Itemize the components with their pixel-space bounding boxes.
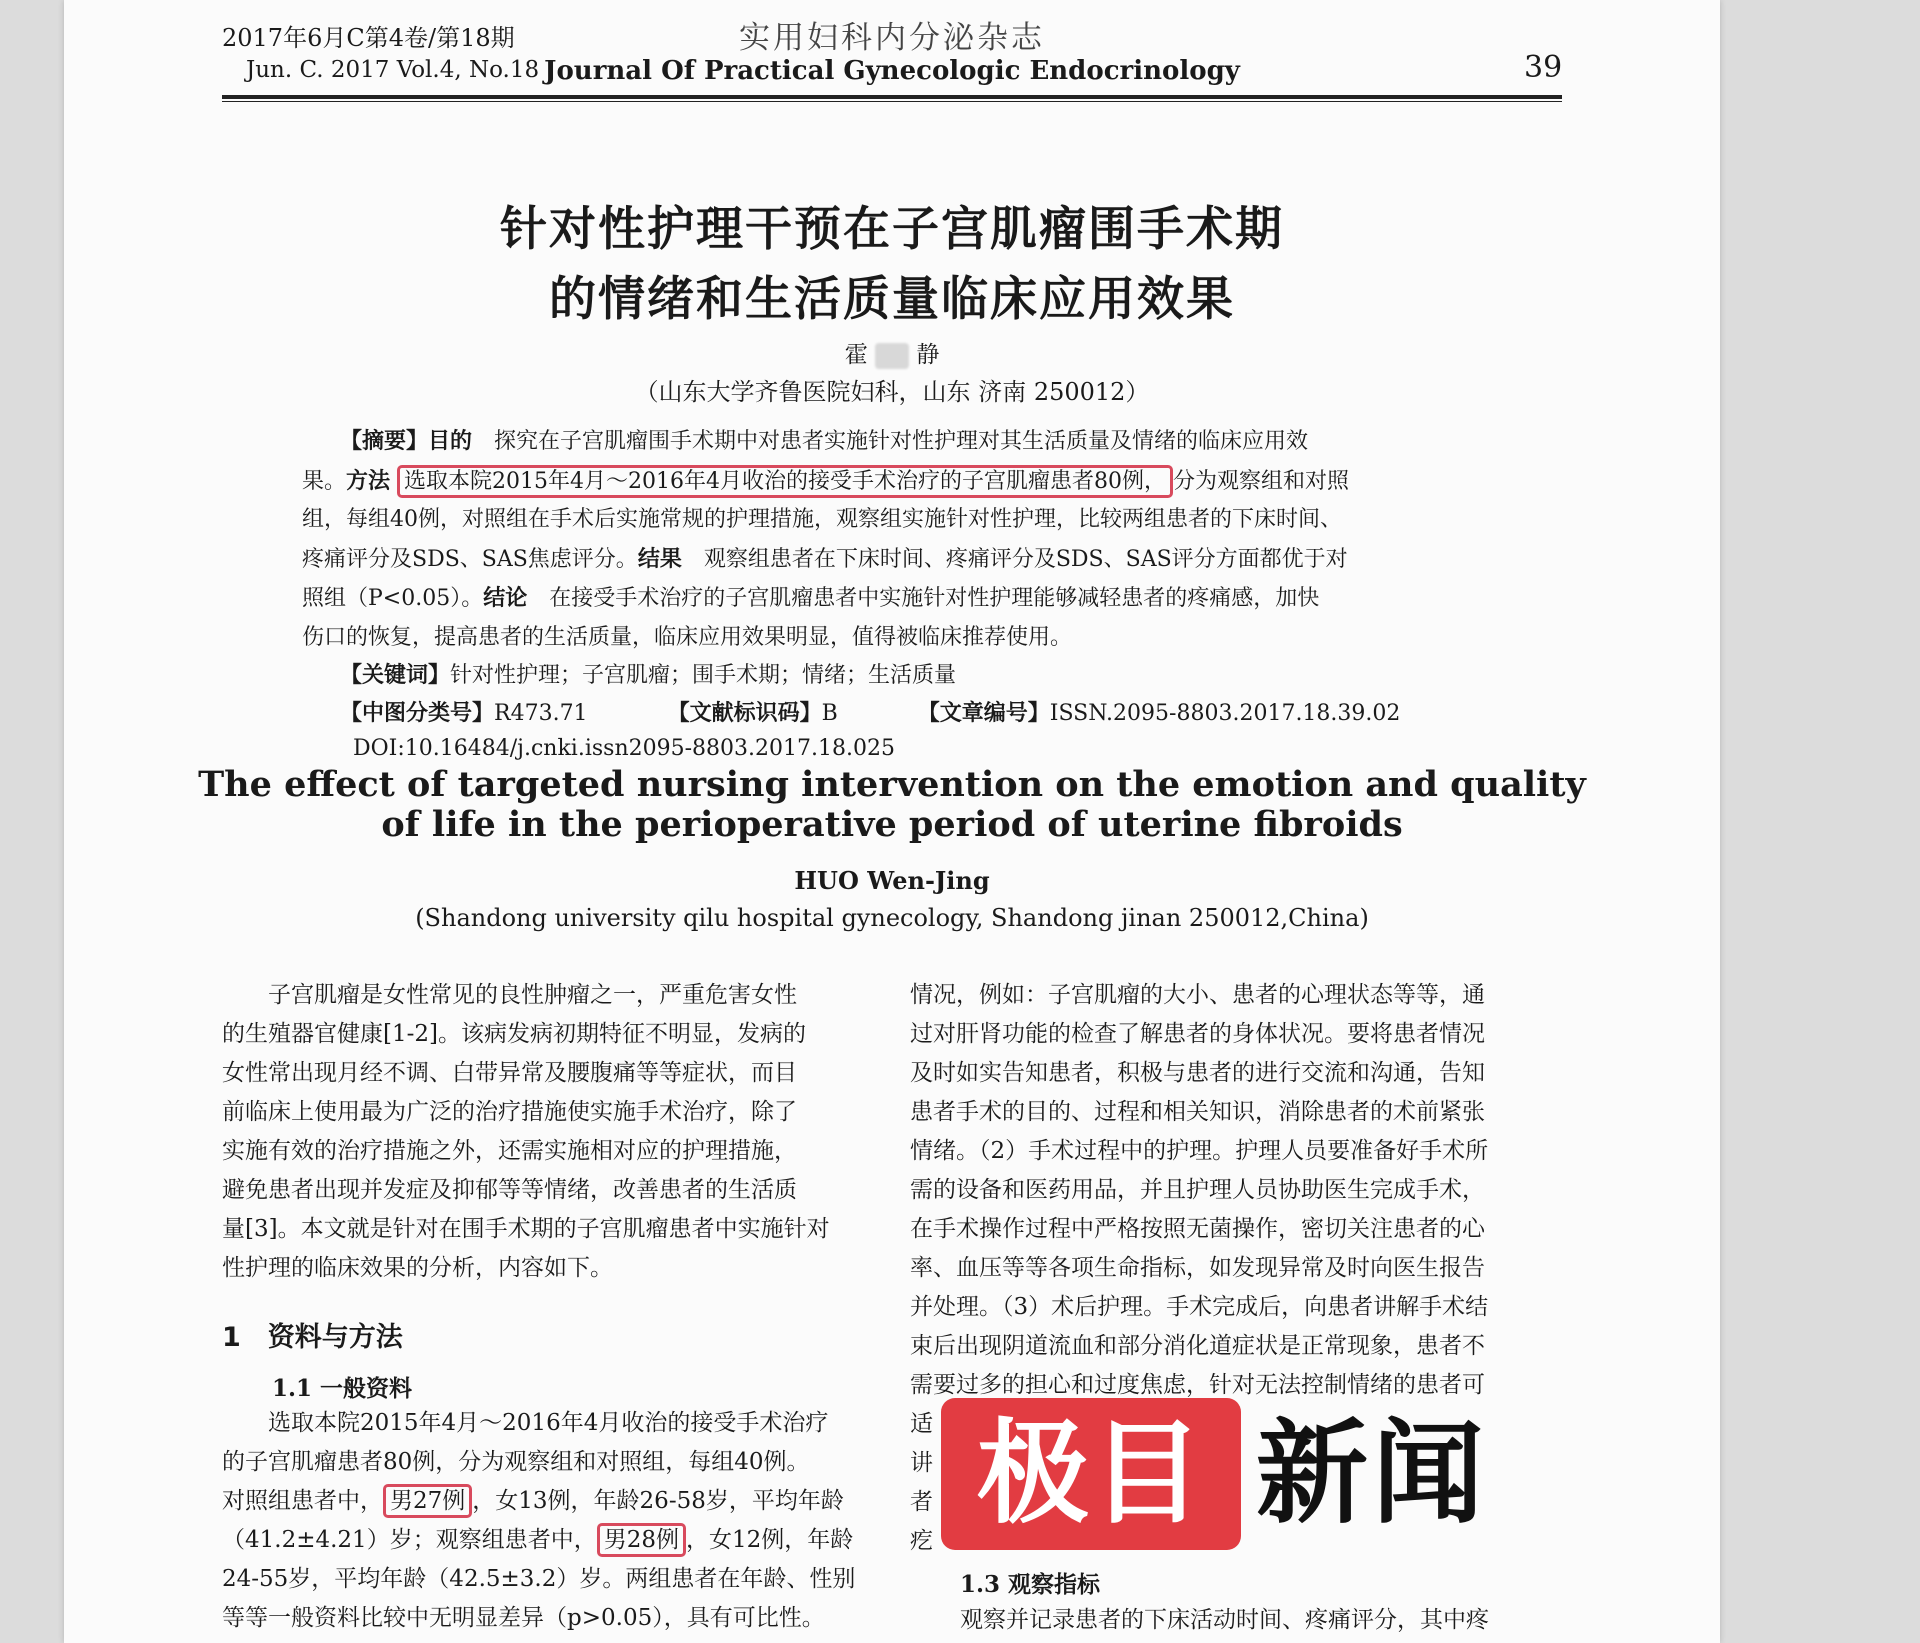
- abstract-text: 探究在子宫肌瘤围手术期中对患者实施针对性护理对其生活质量及情绪的临床应用效: [494, 429, 1309, 454]
- abstract-line-5: [302, 584, 1546, 614]
- author-first-char: 霍: [844, 342, 868, 368]
- watermark-logo-text: 新闻: [1256, 1408, 1488, 1539]
- highlight-box: 男28例: [597, 1523, 686, 1557]
- paragraph-line: 情绪。（2）手术过程中的护理。护理人员要准备好手术所: [910, 1138, 1489, 1164]
- paragraph-line: 者: [910, 1489, 933, 1515]
- paragraph-line: 观察并记录患者的下床活动时间、疼痛评分，其中疼: [960, 1607, 1489, 1633]
- redacted-block: [875, 343, 909, 369]
- paragraph-line: 量[3]。本文就是针对在围手术期的子宫肌瘤患者中实施针对: [222, 1216, 830, 1242]
- paragraph-line: 适: [910, 1411, 933, 1437]
- title-en-line2: of life in the perioperative period of uterine fibroids: [381, 804, 1403, 845]
- highlight-box: 选取本院2015年4月～2016年4月收治的接受手术治疗的子宫肌瘤患者80例，: [397, 465, 1173, 498]
- keywords: [340, 661, 1584, 691]
- paragraph-line: 等等一般资料比较中无明显差异（p>0.05），具有可比性。: [222, 1605, 825, 1631]
- paragraph-line: 及时如实告知患者，积极与患者的进行交流和沟通，告知: [910, 1060, 1485, 1086]
- document-page: [64, 0, 1720, 1643]
- abstract-text: 照组（P<0.05）。: [302, 586, 484, 611]
- paragraph-line: 性护理的临床效果的分析，内容如下。: [222, 1255, 613, 1281]
- article-number-value: ISSN.2095-8803.2017.18.39.02: [1049, 701, 1401, 726]
- paragraph-line: 讲: [910, 1450, 933, 1476]
- aim-label: 目的: [428, 429, 473, 454]
- paragraph-line: 疙: [910, 1528, 933, 1554]
- abstract-text: 观察组患者在下床时间、疼痛评分及SDS、SAS评分方面都优于对: [703, 547, 1348, 572]
- abstract-text: 疼痛评分及SDS、SAS焦虑评分。: [302, 547, 638, 572]
- affiliation-cn: （山东大学齐鲁医院妇科，山东 济南 250012）: [634, 378, 1150, 406]
- header-rule: [222, 95, 1562, 99]
- highlight-box: 男27例: [383, 1484, 472, 1518]
- paragraph-line: 的生殖器官健康[1-2]。该病发病初期特征不明显，发病的: [222, 1021, 806, 1047]
- abstract-line-4: [302, 545, 1546, 575]
- body-right-column-2: [960, 1601, 1560, 1640]
- author-last-char: 静: [916, 342, 940, 368]
- body-left-column-2: [222, 1404, 872, 1638]
- section-heading-1: 1 资料与方法: [222, 1322, 403, 1353]
- author-cn: [64, 336, 1720, 369]
- doi: DOI:10.16484/j.cnki.issn2095-8803.2017.18.025: [353, 736, 895, 761]
- keywords-text: 针对性护理；子宫肌瘤；围手术期；情绪；生活质量: [450, 663, 957, 688]
- paragraph-line: 选取本院2015年4月～2016年4月收治的接受手术治疗: [222, 1410, 829, 1436]
- title-cn-line2: 的情绪和生活质量临床应用效果: [549, 272, 1235, 327]
- text-span: （41.2±4.21）岁；观察组患者中，: [222, 1527, 597, 1553]
- classification-line: [340, 699, 1584, 729]
- result-label: 结果: [637, 547, 682, 572]
- paragraph-line: 需的设备和医药用品，并且护理人员协助医生完成手术，: [910, 1177, 1485, 1203]
- text-span: ，女13例，年龄26-58岁，平均年龄: [472, 1488, 844, 1514]
- paragraph-line: 在手术操作过程中严格按照无菌操作，密切关注患者的心: [910, 1216, 1485, 1242]
- paragraph-line: 女性常出现月经不调、白带异常及腰腹痛等等症状，而目: [222, 1060, 797, 1086]
- paragraph-line: 率、血压等等各项生命指标，如发现异常及时向医生报告: [910, 1255, 1485, 1281]
- issue-cn: 2017年6月C第4卷/第18期: [222, 24, 515, 52]
- doc-code-label: 【文献标识码】: [667, 701, 822, 726]
- header-rule-thin: [222, 101, 1562, 102]
- abstract-line-6: 伤口的恢复，提高患者的生活质量，临床应用效果明显，值得被临床推荐使用。: [302, 625, 1073, 650]
- paragraph-line: 过对肝肾功能的检查了解患者的身体状况。要将患者情况: [910, 1021, 1485, 1047]
- paragraph-line: 避免患者出现并发症及抑郁等等情绪，改善患者的生活质: [222, 1177, 797, 1203]
- paragraph-line: 需要过多的担心和过度焦虑，针对无法控制情绪的患者可: [910, 1372, 1485, 1398]
- abstract-text: 分为观察组和对照: [1173, 469, 1350, 494]
- journal-name-en: Journal Of Practical Gynecologic Endocrinology: [544, 56, 1240, 86]
- paragraph-line: 情况，例如：子宫肌瘤的大小、患者的心理状态等等，通: [910, 982, 1485, 1008]
- paragraph-line: 的子宫肌瘤患者80例，分为观察组和对照组，每组40例。: [222, 1449, 810, 1475]
- paragraph-line: 患者手术的目的、过程和相关知识，消除患者的术前紧张: [910, 1099, 1485, 1125]
- watermark-logo-box: 极目: [941, 1398, 1241, 1550]
- affiliation-en: (Shandong university qilu hospital gynecology, Shandong jinan 250012,China): [415, 904, 1369, 932]
- paragraph-line: [222, 1521, 872, 1560]
- abstract-text: 在接受手术治疗的子宫肌瘤患者中实施针对性护理能够减轻患者的疼痛感，加快: [549, 586, 1320, 611]
- conclusion-label: 结论: [483, 586, 528, 611]
- journal-name-cn: 实用妇科内分泌杂志: [739, 20, 1045, 56]
- abstract-line-1: [340, 427, 1584, 457]
- clc-label: 【中图分类号】: [340, 701, 495, 726]
- author-en: HUO Wen-Jing: [794, 866, 990, 895]
- paragraph-line: 前临床上使用最为广泛的治疗措施使实施手术治疗，除了: [222, 1099, 797, 1125]
- keywords-label: 【关键词】: [340, 663, 451, 688]
- doc-code-value: B: [821, 701, 838, 726]
- paragraph-line: 24-55岁，平均年龄（42.5±3.2）岁。两组患者在年龄、性别: [222, 1566, 856, 1592]
- subsection-heading-1-3: 1.3 观察指标: [960, 1571, 1101, 1598]
- paragraph-line: [222, 1482, 872, 1521]
- abstract-line-2: [302, 467, 1546, 497]
- abstract-text: 果。: [302, 469, 347, 494]
- paragraph-line: 并处理。（3）术后护理。手术完成后，向患者讲解手术结: [910, 1294, 1489, 1320]
- subsection-heading-1-1: 1.1 一般资料: [272, 1375, 413, 1402]
- body-left-column: [222, 976, 872, 1288]
- paragraph-line: 子宫肌瘤是女性常见的良性肿瘤之一，严重危害女性: [222, 982, 797, 1008]
- method-label: 方法: [346, 469, 391, 494]
- text-span: ，女12例，年龄: [685, 1527, 854, 1553]
- abstract-line-3: 组，每组40例，对照组在手术后实施常规的护理措施，观察组实施针对性护理，比较两组患者的下床时间、: [302, 507, 1342, 532]
- issue-en: Jun. C. 2017 Vol.4, No.18: [246, 57, 540, 83]
- title-en-line1: The effect of targeted nursing intervention on the emotion and quality: [198, 764, 1586, 805]
- title-cn-line1: 针对性护理干预在子宫肌瘤围手术期: [500, 202, 1284, 257]
- paragraph-line: 束后出现阴道流血和部分消化道症状是正常现象，患者不: [910, 1333, 1485, 1359]
- page-number: 39: [1524, 50, 1563, 85]
- paragraph-line: 实施有效的治疗措施之外，还需实施相对应的护理措施，: [222, 1138, 797, 1164]
- text-span: 对照组患者中，: [222, 1488, 383, 1514]
- abstract-label: 【摘要】: [340, 429, 429, 454]
- clc-value: R473.71: [494, 701, 588, 726]
- article-number-label: 【文章编号】: [917, 701, 1050, 726]
